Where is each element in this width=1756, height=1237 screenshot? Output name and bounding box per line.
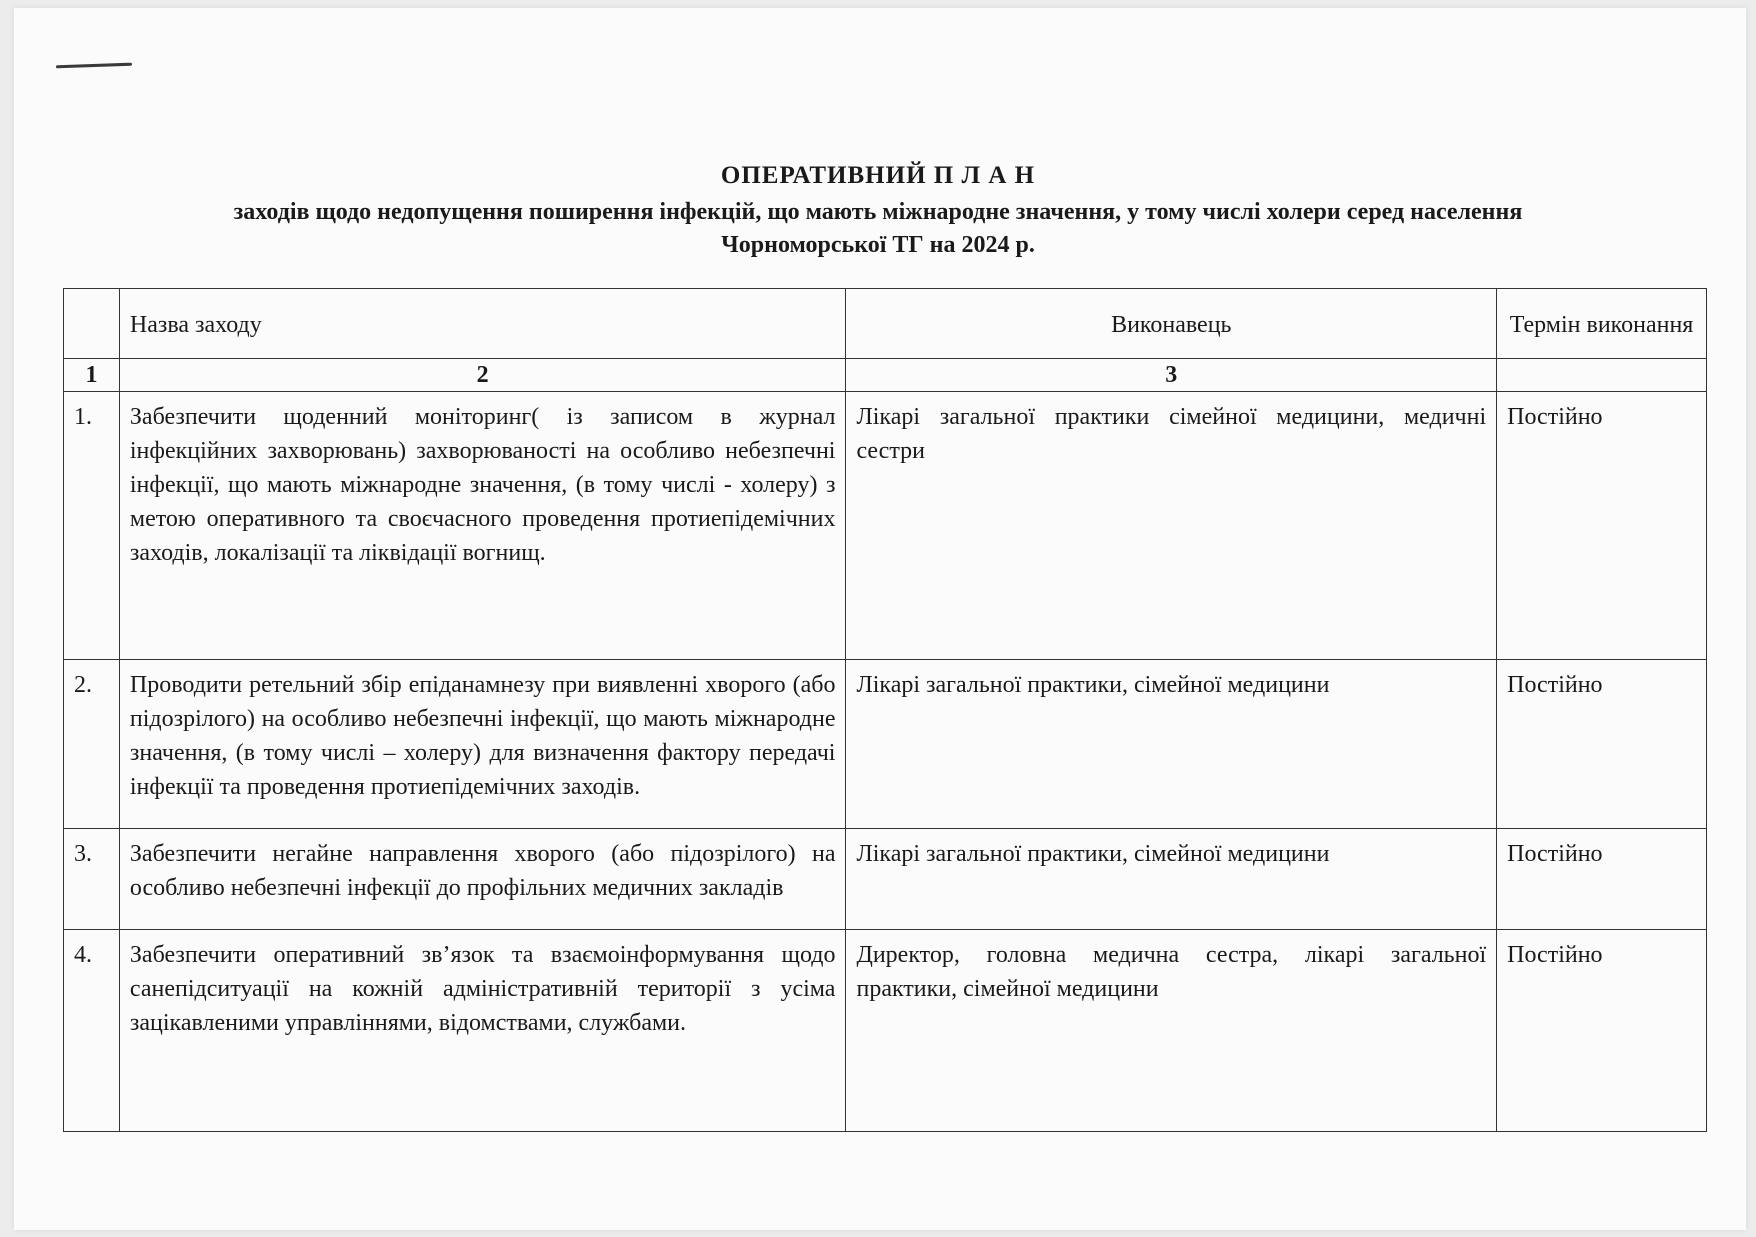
row-number: 4. xyxy=(64,930,120,1132)
header-term: Термін виконання xyxy=(1497,289,1707,359)
table-row xyxy=(64,829,1707,930)
measure-term: Постійно xyxy=(1497,660,1707,829)
plan-table xyxy=(63,288,1707,1132)
measure-term: Постійно xyxy=(1497,930,1707,1132)
measure-term: Постійно xyxy=(1497,392,1707,660)
column-number-3: 3 xyxy=(846,359,1497,392)
measure-name: Забезпечити щоденний моніторинг( із записом в журнал інфекційних захворювань) захворюваності на особливо небезпечні інфекції, що мають міжнародне значення, (в тому числі - холеру) з метою оперативного та своєчасного проведення протиепідемічних заходів, локалізації та ліквідації вогнищ. xyxy=(119,392,846,660)
measure-term: Постійно xyxy=(1497,829,1707,930)
measure-executor: Лікарі загальної практики, сімейної медицини xyxy=(846,829,1497,930)
measure-executor: Директор, головна медична сестра, лікарі загальної практики, сімейної медицини xyxy=(846,930,1497,1132)
row-number: 1. xyxy=(64,392,120,660)
header-name: Назва заходу xyxy=(119,289,846,359)
document-title: ОПЕРАТИВНИЙ П Л А Н xyxy=(720,162,1036,189)
table-row xyxy=(64,660,1707,829)
header-executor: Виконавець xyxy=(846,289,1497,359)
row-number: 2. xyxy=(64,660,120,829)
table-row xyxy=(64,392,1707,660)
column-number-2: 2 xyxy=(119,359,846,392)
table-row xyxy=(64,930,1707,1132)
table-header-row xyxy=(64,289,1707,359)
measure-executor: Лікарі загальної практики, сімейної медицини xyxy=(846,660,1497,829)
column-number-row xyxy=(64,359,1707,392)
pen-mark xyxy=(56,63,132,69)
row-number: 3. xyxy=(64,829,120,930)
measure-name: Проводити ретельний збір епіданамнезу при виявленні хворого (або підозрілого) на особливо небезпечні інфекції, що мають міжнародне значення, (в тому числі – холеру) для визначення фактору передачі інфекції та проведення протиепідемічних заходів. xyxy=(119,660,846,829)
measure-name: Забезпечити оперативний зв’язок та взаємоінформування щодо санепідситуації на кожній адміністративній території з усіма зацікавленими управліннями, відомствами, службами. xyxy=(119,930,846,1132)
document-subtitle: заходів щодо недопущення поширення інфекцій, що мають міжнародне значення, у тому числі холери серед населення Чорноморської ТГ на 2024 р. xyxy=(233,199,1523,258)
column-number-1: 1 xyxy=(64,359,120,392)
header-num xyxy=(64,289,120,359)
measure-executor: Лікарі загальної практики сімейної медицини, медичні сестри xyxy=(846,392,1497,660)
column-number-4 xyxy=(1497,359,1707,392)
measure-name: Забезпечити негайне направлення хворого (або підозрілого) на особливо небезпечні інфекції до профільних медичних закладів xyxy=(119,829,846,930)
